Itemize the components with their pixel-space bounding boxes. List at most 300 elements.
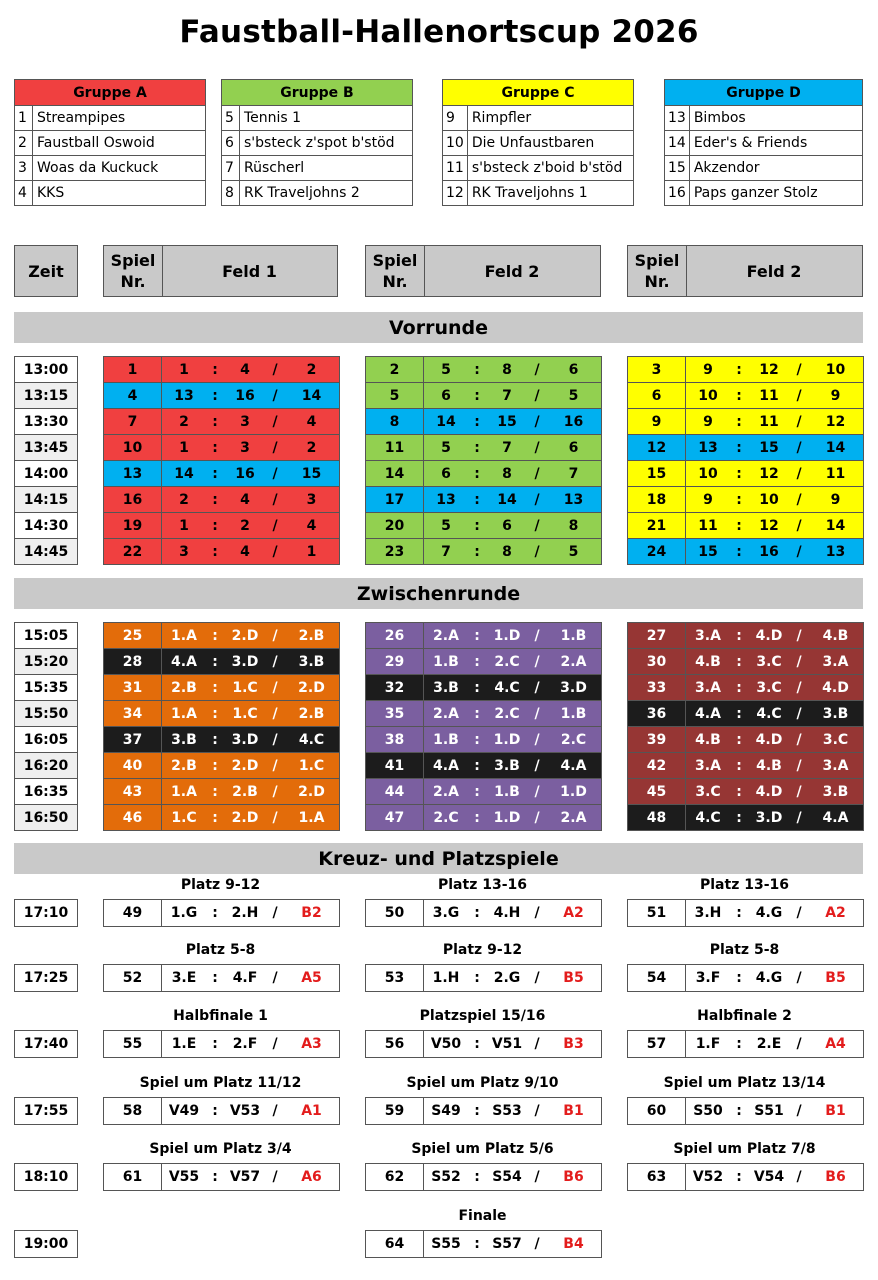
vs-separator: :	[468, 383, 486, 409]
game-number: 33	[628, 675, 686, 701]
game-number: 43	[104, 779, 162, 805]
vs-separator: :	[468, 675, 486, 701]
team-right: 4	[224, 357, 266, 383]
game-number: 48	[628, 805, 686, 831]
referee: 1.A	[284, 805, 340, 831]
team-right: 2.H	[224, 900, 266, 927]
game-number: 10	[104, 435, 162, 461]
vs-separator: :	[730, 1164, 748, 1191]
vs-separator: :	[730, 675, 748, 701]
game-number: 62	[366, 1164, 424, 1191]
team-right: 4.H	[486, 900, 528, 927]
referee: 1	[284, 539, 340, 565]
vs-separator: :	[206, 487, 224, 513]
placement-match	[627, 964, 864, 992]
team-left: S55	[424, 1231, 469, 1258]
referee: 5	[546, 539, 602, 565]
game-number: 19	[104, 513, 162, 539]
team-right: V54	[748, 1164, 790, 1191]
vs-separator: :	[206, 513, 224, 539]
team-left: 2.C	[424, 805, 469, 831]
team-left: V55	[162, 1164, 207, 1191]
referee: 14	[808, 513, 864, 539]
time-cell: 19:00	[14, 1230, 78, 1258]
time-column	[14, 356, 78, 565]
ref-separator: /	[266, 1031, 284, 1058]
team-name: Streampipes	[33, 106, 206, 131]
vs-separator: :	[468, 487, 486, 513]
ref-separator: /	[266, 539, 284, 565]
referee: A5	[284, 965, 340, 992]
referee: 4.B	[808, 623, 864, 649]
ref-separator: /	[790, 649, 808, 675]
section-vorrunde: Vorrunde	[14, 312, 863, 343]
vs-separator: :	[206, 1098, 224, 1125]
team-name: Tennis 1	[240, 106, 413, 131]
team-right: 7	[486, 383, 528, 409]
ref-separator: /	[790, 727, 808, 753]
team-number: 6	[222, 131, 240, 156]
match-row	[104, 965, 340, 992]
team-left: 1	[162, 357, 207, 383]
game-number: 6	[628, 383, 686, 409]
vs-separator: :	[468, 805, 486, 831]
header-spiel-nr	[628, 246, 687, 296]
team-right: 12	[748, 357, 790, 383]
game-number: 37	[104, 727, 162, 753]
ref-separator: /	[528, 1031, 546, 1058]
team-number: 4	[15, 181, 33, 206]
ref-separator: /	[790, 409, 808, 435]
time-cell: 16:35	[15, 779, 78, 805]
team-right: 4.D	[748, 623, 790, 649]
team-number: 1	[15, 106, 33, 131]
vs-separator: :	[206, 1164, 224, 1191]
referee: 3.B	[808, 701, 864, 727]
team-right: 4	[224, 539, 266, 565]
vs-separator: :	[730, 435, 748, 461]
time-cell: 16:05	[15, 727, 78, 753]
team-right: 4.C	[486, 675, 528, 701]
match-row	[104, 357, 340, 383]
vs-separator: :	[730, 623, 748, 649]
team-left: 2.B	[162, 675, 207, 701]
team-right: 3.C	[748, 675, 790, 701]
referee: A2	[546, 900, 602, 927]
match-row	[366, 965, 602, 992]
match-row	[366, 1098, 602, 1125]
vs-separator: :	[206, 357, 224, 383]
game-number: 36	[628, 701, 686, 727]
referee: 4.A	[546, 753, 602, 779]
game-number: 26	[366, 623, 424, 649]
game-number: 7	[104, 409, 162, 435]
team-right: 3	[224, 409, 266, 435]
group-b-header: Gruppe B	[222, 80, 413, 106]
game-number: 14	[366, 461, 424, 487]
team-name: RK Traveljohns 1	[467, 181, 633, 206]
referee: 6	[546, 435, 602, 461]
match-row	[628, 487, 864, 513]
field-schedule	[365, 622, 602, 831]
team-right: 16	[224, 383, 266, 409]
vs-separator: :	[730, 461, 748, 487]
game-number: 31	[104, 675, 162, 701]
team-left: 3.A	[686, 675, 731, 701]
game-number: 28	[104, 649, 162, 675]
team-right: 4.G	[748, 965, 790, 992]
referee: B1	[808, 1098, 864, 1125]
team-right: S51	[748, 1098, 790, 1125]
game-number: 3	[628, 357, 686, 383]
referee: 2.C	[546, 727, 602, 753]
team-left: 2.A	[424, 701, 469, 727]
team-left: 5	[424, 435, 469, 461]
vs-separator: :	[206, 753, 224, 779]
referee: 7	[546, 461, 602, 487]
ref-separator: /	[528, 623, 546, 649]
field-schedule	[627, 356, 864, 565]
vs-separator: :	[468, 461, 486, 487]
placement-label: Platz 9-12	[442, 942, 523, 958]
referee: B2	[284, 900, 340, 927]
header-nr-label: Nr.	[644, 272, 670, 291]
ref-separator: /	[790, 487, 808, 513]
match-row	[104, 779, 340, 805]
match-row	[366, 779, 602, 805]
referee: 3	[284, 487, 340, 513]
ref-separator: /	[266, 805, 284, 831]
game-number: 15	[628, 461, 686, 487]
team-name: Akzendor	[689, 156, 862, 181]
placement-label: Platz 5-8	[185, 942, 256, 958]
ref-separator: /	[528, 435, 546, 461]
match-row	[104, 675, 340, 701]
game-number: 57	[628, 1031, 686, 1058]
match-row	[628, 623, 864, 649]
ref-separator: /	[528, 1098, 546, 1125]
team-right: 11	[748, 409, 790, 435]
team-name: Woas da Kuckuck	[33, 156, 206, 181]
vs-separator: :	[468, 1031, 486, 1058]
team-number: 16	[665, 181, 690, 206]
group-c-header: Gruppe C	[443, 80, 634, 106]
team-left: 3.B	[162, 727, 207, 753]
time-cell: 17:25	[14, 964, 78, 992]
placement-match	[103, 899, 340, 927]
team-right: 1.D	[486, 623, 528, 649]
game-number: 29	[366, 649, 424, 675]
team-name: KKS	[33, 181, 206, 206]
vs-separator: :	[206, 900, 224, 927]
team-right: 12	[748, 461, 790, 487]
ref-separator: /	[790, 965, 808, 992]
team-right: 10	[748, 487, 790, 513]
match-row	[628, 357, 864, 383]
vs-separator: :	[468, 965, 486, 992]
match-row	[366, 675, 602, 701]
match-row	[628, 1031, 864, 1058]
vs-separator: :	[468, 513, 486, 539]
match-row	[366, 900, 602, 927]
placement-match	[365, 1230, 602, 1258]
team-name: Paps ganzer Stolz	[689, 181, 862, 206]
placement-label: Spiel um Platz 9/10	[406, 1075, 559, 1091]
team-left: 5	[424, 513, 469, 539]
ref-separator: /	[528, 727, 546, 753]
match-row	[628, 409, 864, 435]
time-cell: 15:20	[15, 649, 78, 675]
ref-separator: /	[790, 513, 808, 539]
game-number: 44	[366, 779, 424, 805]
time-cell: 14:15	[15, 487, 78, 513]
ref-separator: /	[528, 461, 546, 487]
placement-label: Halbfinale 1	[173, 1008, 268, 1024]
ref-separator: /	[790, 435, 808, 461]
team-right: 2.F	[224, 1031, 266, 1058]
group-d-header: Gruppe D	[665, 80, 863, 106]
game-number: 9	[628, 409, 686, 435]
team-left: 15	[686, 539, 731, 565]
game-number: 42	[628, 753, 686, 779]
referee: 3.D	[546, 675, 602, 701]
game-number: 59	[366, 1098, 424, 1125]
placement-match	[627, 1163, 864, 1191]
header-nr-label: Nr.	[120, 272, 146, 291]
game-number: 4	[104, 383, 162, 409]
ref-separator: /	[790, 1098, 808, 1125]
placement-label: Platz 13-16	[700, 877, 789, 893]
placement-match	[365, 1163, 602, 1191]
ref-separator: /	[266, 900, 284, 927]
ref-separator: /	[790, 1031, 808, 1058]
team-right: 4.G	[748, 900, 790, 927]
referee: A4	[808, 1031, 864, 1058]
referee: 10	[808, 357, 864, 383]
game-number: 64	[366, 1231, 424, 1258]
team-right: 3.B	[486, 753, 528, 779]
referee: A1	[284, 1098, 340, 1125]
team-left: 3.B	[424, 675, 469, 701]
team-left: 3.A	[686, 623, 731, 649]
vs-separator: :	[468, 900, 486, 927]
team-left: 3.A	[686, 753, 731, 779]
team-right: V53	[224, 1098, 266, 1125]
time-cell: 13:15	[15, 383, 78, 409]
team-number: 10	[443, 131, 468, 156]
game-number: 63	[628, 1164, 686, 1191]
team-left: V50	[424, 1031, 469, 1058]
header-feld2a-label: Feld 2	[484, 261, 540, 281]
group-d-table	[664, 79, 863, 206]
team-left: 4.C	[686, 805, 731, 831]
team-left: 11	[686, 513, 731, 539]
match-row	[104, 805, 340, 831]
vs-separator: :	[730, 1098, 748, 1125]
referee: 3.A	[808, 753, 864, 779]
field-schedule	[103, 622, 340, 831]
team-left: 9	[686, 409, 731, 435]
time-cell: 15:05	[15, 623, 78, 649]
match-row	[628, 675, 864, 701]
match-row	[104, 435, 340, 461]
team-left: 7	[424, 539, 469, 565]
referee: 1.B	[546, 701, 602, 727]
time-cell: 18:10	[14, 1163, 78, 1191]
vs-separator: :	[468, 779, 486, 805]
vs-separator: :	[468, 539, 486, 565]
vs-separator: :	[206, 779, 224, 805]
vs-separator: :	[730, 513, 748, 539]
game-number: 25	[104, 623, 162, 649]
ref-separator: /	[790, 1164, 808, 1191]
match-row	[628, 461, 864, 487]
vs-separator: :	[468, 357, 486, 383]
ref-separator: /	[266, 753, 284, 779]
game-number: 16	[104, 487, 162, 513]
team-right: 4.C	[748, 701, 790, 727]
game-number: 52	[104, 965, 162, 992]
game-number: 40	[104, 753, 162, 779]
team-right: 8	[486, 461, 528, 487]
team-left: 10	[686, 461, 731, 487]
match-row	[628, 435, 864, 461]
team-right: 2.C	[486, 649, 528, 675]
match-row	[104, 1164, 340, 1191]
match-row	[104, 753, 340, 779]
game-number: 21	[628, 513, 686, 539]
game-number: 30	[628, 649, 686, 675]
team-name: Rimpfler	[467, 106, 633, 131]
team-number: 7	[222, 156, 240, 181]
team-number: 15	[665, 156, 690, 181]
ref-separator: /	[790, 701, 808, 727]
referee: 1.C	[284, 753, 340, 779]
vs-separator: :	[206, 409, 224, 435]
ref-separator: /	[266, 701, 284, 727]
referee: 5	[546, 383, 602, 409]
field-schedule	[627, 622, 864, 831]
placement-match	[365, 1030, 602, 1058]
match-row	[366, 1031, 602, 1058]
match-row	[366, 409, 602, 435]
match-row	[366, 701, 602, 727]
team-left: 1	[162, 435, 207, 461]
time-cell: 15:35	[15, 675, 78, 701]
match-row	[104, 487, 340, 513]
team-number: 5	[222, 106, 240, 131]
vs-separator: :	[206, 461, 224, 487]
team-left: 2.A	[424, 623, 469, 649]
ref-separator: /	[266, 461, 284, 487]
ref-separator: /	[790, 623, 808, 649]
ref-separator: /	[528, 487, 546, 513]
team-left: 2.B	[162, 753, 207, 779]
team-right: 7	[486, 435, 528, 461]
referee: A3	[284, 1031, 340, 1058]
referee: 15	[284, 461, 340, 487]
match-row	[104, 623, 340, 649]
team-right: 3.D	[748, 805, 790, 831]
team-left: 14	[162, 461, 207, 487]
game-number: 12	[628, 435, 686, 461]
team-left: 1.E	[162, 1031, 207, 1058]
team-right: 2.C	[486, 701, 528, 727]
vs-separator: :	[206, 701, 224, 727]
ref-separator: /	[266, 357, 284, 383]
header-feld2b-label: Feld 2	[746, 261, 802, 281]
match-row	[628, 753, 864, 779]
team-right: 4.B	[748, 753, 790, 779]
team-name: Die Unfaustbaren	[467, 131, 633, 156]
time-cell: 17:55	[14, 1097, 78, 1125]
ref-separator: /	[790, 461, 808, 487]
ref-separator: /	[266, 649, 284, 675]
placement-label: Halbfinale 2	[697, 1008, 792, 1024]
game-number: 18	[628, 487, 686, 513]
vs-separator: :	[730, 727, 748, 753]
team-left: 3.E	[162, 965, 207, 992]
match-row	[366, 357, 602, 383]
referee: B3	[546, 1031, 602, 1058]
game-number: 17	[366, 487, 424, 513]
vs-separator: :	[468, 623, 486, 649]
ref-separator: /	[790, 900, 808, 927]
ref-separator: /	[266, 1098, 284, 1125]
vs-separator: :	[730, 779, 748, 805]
placement-label: Finale	[458, 1208, 507, 1224]
referee: 3.B	[284, 649, 340, 675]
team-left: 3.H	[686, 900, 731, 927]
placement-match	[103, 1097, 340, 1125]
team-left: 13	[424, 487, 469, 513]
team-right: 2.D	[224, 753, 266, 779]
placement-match	[627, 899, 864, 927]
referee: 3.A	[808, 649, 864, 675]
team-right: 1.C	[224, 701, 266, 727]
team-left: 3	[162, 539, 207, 565]
team-left: 13	[686, 435, 731, 461]
team-left: 6	[424, 383, 469, 409]
team-left: 5	[424, 357, 469, 383]
vs-separator: :	[730, 487, 748, 513]
game-number: 20	[366, 513, 424, 539]
team-number: 14	[665, 131, 690, 156]
referee: 14	[808, 435, 864, 461]
placement-label: Platz 9-12	[180, 877, 261, 893]
game-number: 41	[366, 753, 424, 779]
team-right: 1.B	[486, 779, 528, 805]
team-right: 11	[748, 383, 790, 409]
match-row	[104, 409, 340, 435]
team-right: 12	[748, 513, 790, 539]
team-name: Bimbos	[689, 106, 862, 131]
team-left: V52	[686, 1164, 731, 1191]
referee: 13	[808, 539, 864, 565]
vs-separator: :	[468, 409, 486, 435]
team-right: 1.C	[224, 675, 266, 701]
vs-separator: :	[730, 900, 748, 927]
team-right: V57	[224, 1164, 266, 1191]
ref-separator: /	[528, 383, 546, 409]
placement-match	[365, 899, 602, 927]
vs-separator: :	[206, 965, 224, 992]
section-zwischenrunde: Zwischenrunde	[14, 578, 863, 609]
placement-match	[103, 1030, 340, 1058]
team-left: 1	[162, 513, 207, 539]
header-zeit: Zeit	[14, 245, 78, 297]
match-row	[366, 727, 602, 753]
